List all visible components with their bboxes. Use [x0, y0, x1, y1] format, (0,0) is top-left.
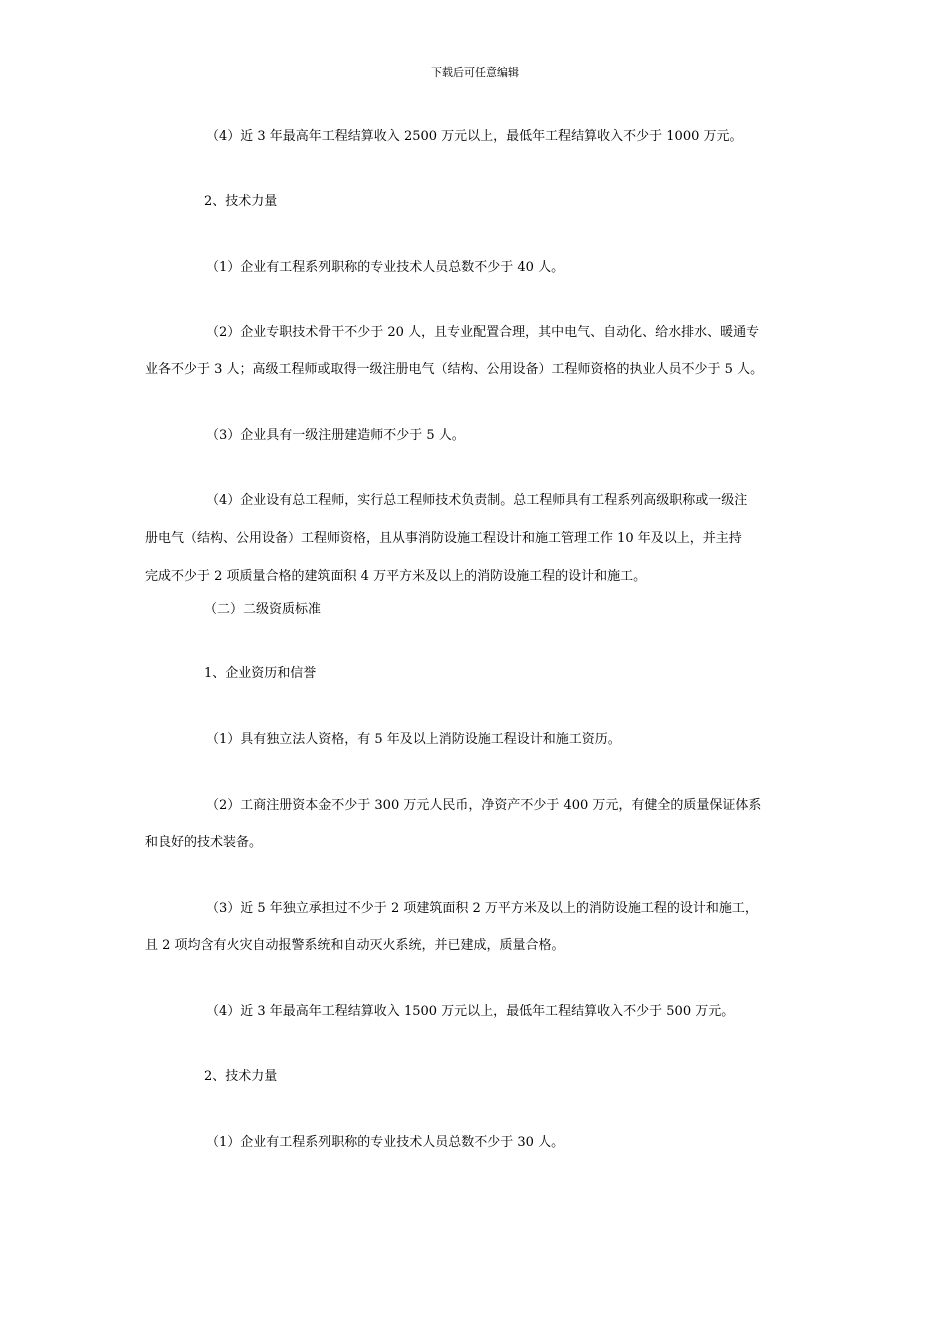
- paragraph-line: （4）企业设有总工程师，实行总工程师技术负责制。总工程师具有工程系列高级职称或一级注: [206, 493, 748, 508]
- paragraph-line: 和良好的技术装备。: [145, 835, 263, 850]
- paragraph-line: 册电气（结构、公用设备）工程师资格，且从事消防设施工程设计和施工管理工作 10 年及以上，并主持: [145, 531, 742, 546]
- paragraph-line: （2）工商注册资本金不少于 300 万元人民币，净资产不少于 400 万元，有健全的质量保证体系: [206, 798, 762, 813]
- paragraph-line: 完成不少于 2 项质量合格的建筑面积 4 万平方米及以上的消防设施工程的设计和施工。: [145, 569, 647, 584]
- section-heading: 2、技术力量: [204, 1069, 278, 1084]
- section-heading: 2、技术力量: [204, 194, 278, 209]
- paragraph-line: （1）企业有工程系列职称的专业技术人员总数不少于 30 人。: [206, 1135, 565, 1150]
- paragraph-line: （3）企业具有一级注册建造师不少于 5 人。: [206, 428, 465, 443]
- section-heading: 1、企业资历和信誉: [204, 666, 317, 681]
- paragraph-line: （1）具有独立法人资格，有 5 年及以上消防设施工程设计和施工资历。: [206, 732, 621, 747]
- paragraph-line: 且 2 项均含有火灾自动报警系统和自动灭火系统，并已建成，质量合格。: [145, 938, 565, 953]
- paragraph-line: （2）企业专职技术骨干不少于 20 人，且专业配置合理，其中电气、自动化、给水排水、暖通专: [206, 325, 760, 340]
- section-heading: （二）二级资质标准: [204, 602, 322, 617]
- paragraph-line: 业各不少于 3 人；高级工程师或取得一级注册电气（结构、公用设备）工程师资格的执业人员不少于 5 人。: [145, 362, 764, 377]
- paragraph-line: （4）近 3 年最高年工程结算收入 2500 万元以上，最低年工程结算收入不少于 1000 万元。: [206, 129, 743, 144]
- paragraph-line: （4）近 3 年最高年工程结算收入 1500 万元以上，最低年工程结算收入不少于 500 万元。: [206, 1004, 735, 1019]
- page-header: 下载后可任意编辑: [431, 66, 519, 79]
- paragraph-line: （3）近 5 年独立承担过不少于 2 项建筑面积 2 万平方米及以上的消防设施工程的设计和施工，: [206, 901, 758, 916]
- paragraph-line: （1）企业有工程系列职称的专业技术人员总数不少于 40 人。: [206, 260, 565, 275]
